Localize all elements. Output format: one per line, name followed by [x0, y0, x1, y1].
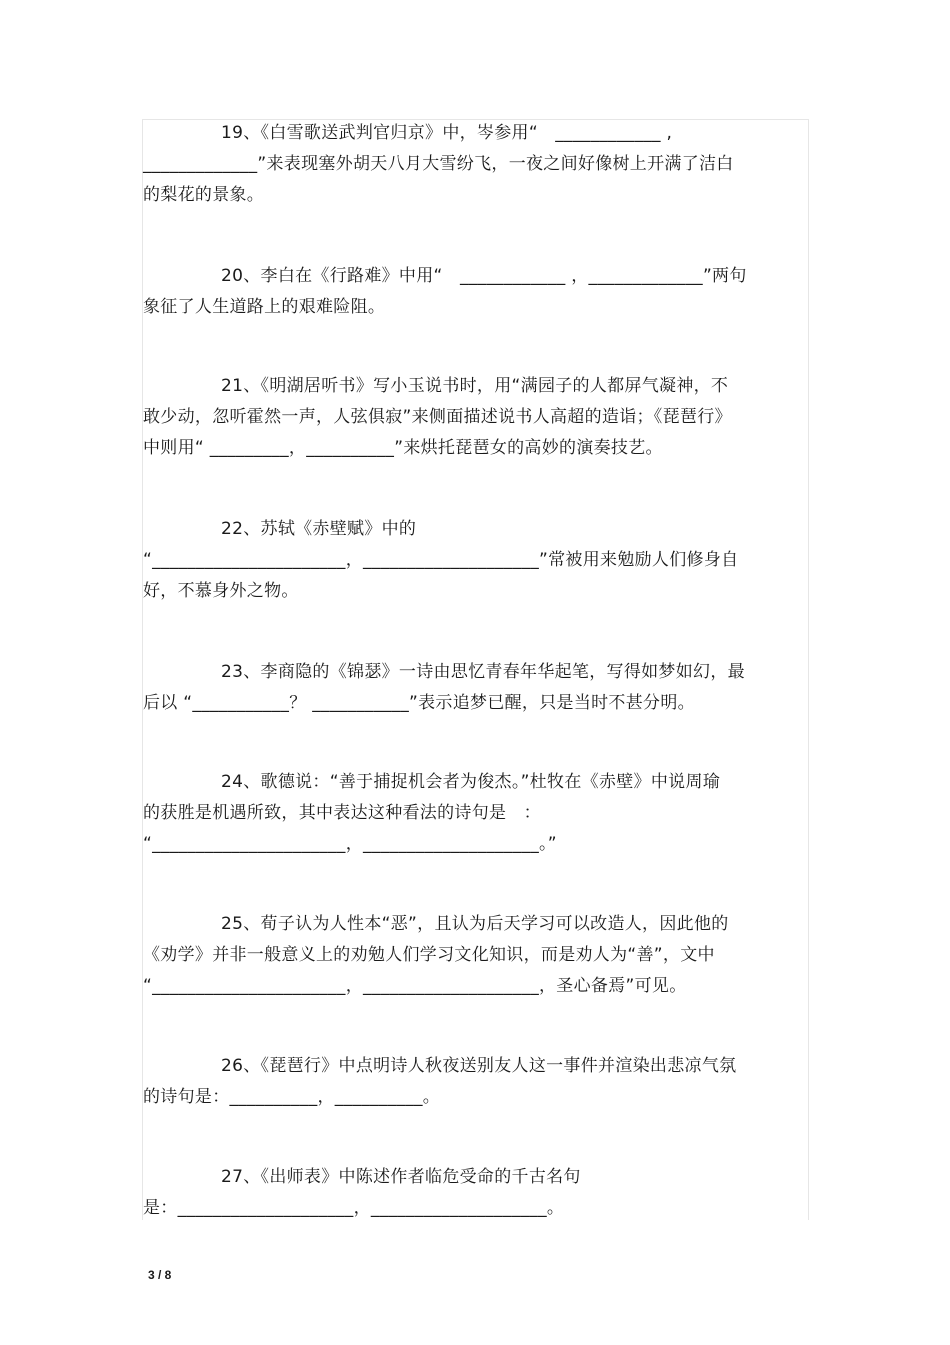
- question-22: [143, 514, 803, 607]
- question-line: “______________________，____________________，圣心备焉”可见。: [143, 976, 687, 996]
- question-line: 《劝学》并非一般意义上的劝勉人们学习文化知识，而是劝人为“善”，文中: [143, 945, 715, 965]
- question-line: 24、歌德说：“善于捕捉机会者为俊杰。”杜牧在《赤壁》中说周瑜: [221, 772, 721, 792]
- question-line: 的梨花的景象。: [143, 185, 265, 205]
- question-24: [143, 767, 803, 860]
- question-line: 23、李商隐的《锦瑟》一诗由思忆青春年华起笔，写得如梦如幻，最: [221, 662, 745, 682]
- question-line: “______________________，____________________。”: [143, 834, 557, 854]
- question-line: _____________”来表现塞外胡天八月大雪纷飞，一夜之间好像树上开满了洁白: [143, 154, 734, 174]
- question-line: 后以 “___________？ ___________”表示追梦已醒，只是当时不甚分明。: [143, 693, 695, 713]
- question-25: [143, 909, 803, 1002]
- question-27: [143, 1162, 803, 1224]
- question-line: 27、《出师表》中陈述作者临危受命的千古名句: [221, 1167, 581, 1187]
- question-line: 25、荀子认为人性本“恶”，且认为后天学习可以改造人，因此他的: [221, 914, 729, 934]
- question-line: 22、苏轼《赤壁赋》中的: [221, 519, 417, 539]
- question-line: 象征了人生道路上的艰难险阻。: [143, 297, 386, 317]
- question-line: 敢少动，忽听霍然一声，人弦俱寂”来侧面描述说书人高超的造诣；《琵琶行》: [143, 407, 732, 427]
- question-line: 中则用“ _________，__________”来烘托琵琶女的高妙的演奏技艺。: [143, 438, 663, 458]
- question-line: 的诗句是：__________，__________。: [143, 1087, 441, 1107]
- question-line: 20、李白在《行路难》中用“ ____________ ，_____________”两句: [221, 266, 747, 286]
- question-21: [143, 371, 803, 464]
- question-line: 19、《白雪歌送武判官归京》中，岑参用“ ____________ ,: [221, 123, 673, 143]
- question-26: [143, 1051, 803, 1113]
- question-line: 好，不慕身外之物。: [143, 581, 299, 601]
- question-19: [143, 118, 803, 211]
- question-line: 26、《琵琶行》中点明诗人秋夜送别友人这一事件并渲染出悲凉气氛: [221, 1056, 737, 1076]
- question-line: 的获胜是机遇所致，其中表达这种看法的诗句是 ：: [143, 803, 541, 823]
- question-line: 21、《明湖居听书》写小玉说书时，用“满园子的人都屏气凝神，不: [221, 376, 729, 396]
- question-23: [143, 657, 803, 719]
- page-number: 3 / 8: [148, 1268, 172, 1282]
- question-20: [143, 261, 803, 323]
- question-line: 是：____________________，____________________。: [143, 1198, 565, 1218]
- question-line: “______________________，____________________”常被用来勉励人们修身自: [143, 550, 739, 570]
